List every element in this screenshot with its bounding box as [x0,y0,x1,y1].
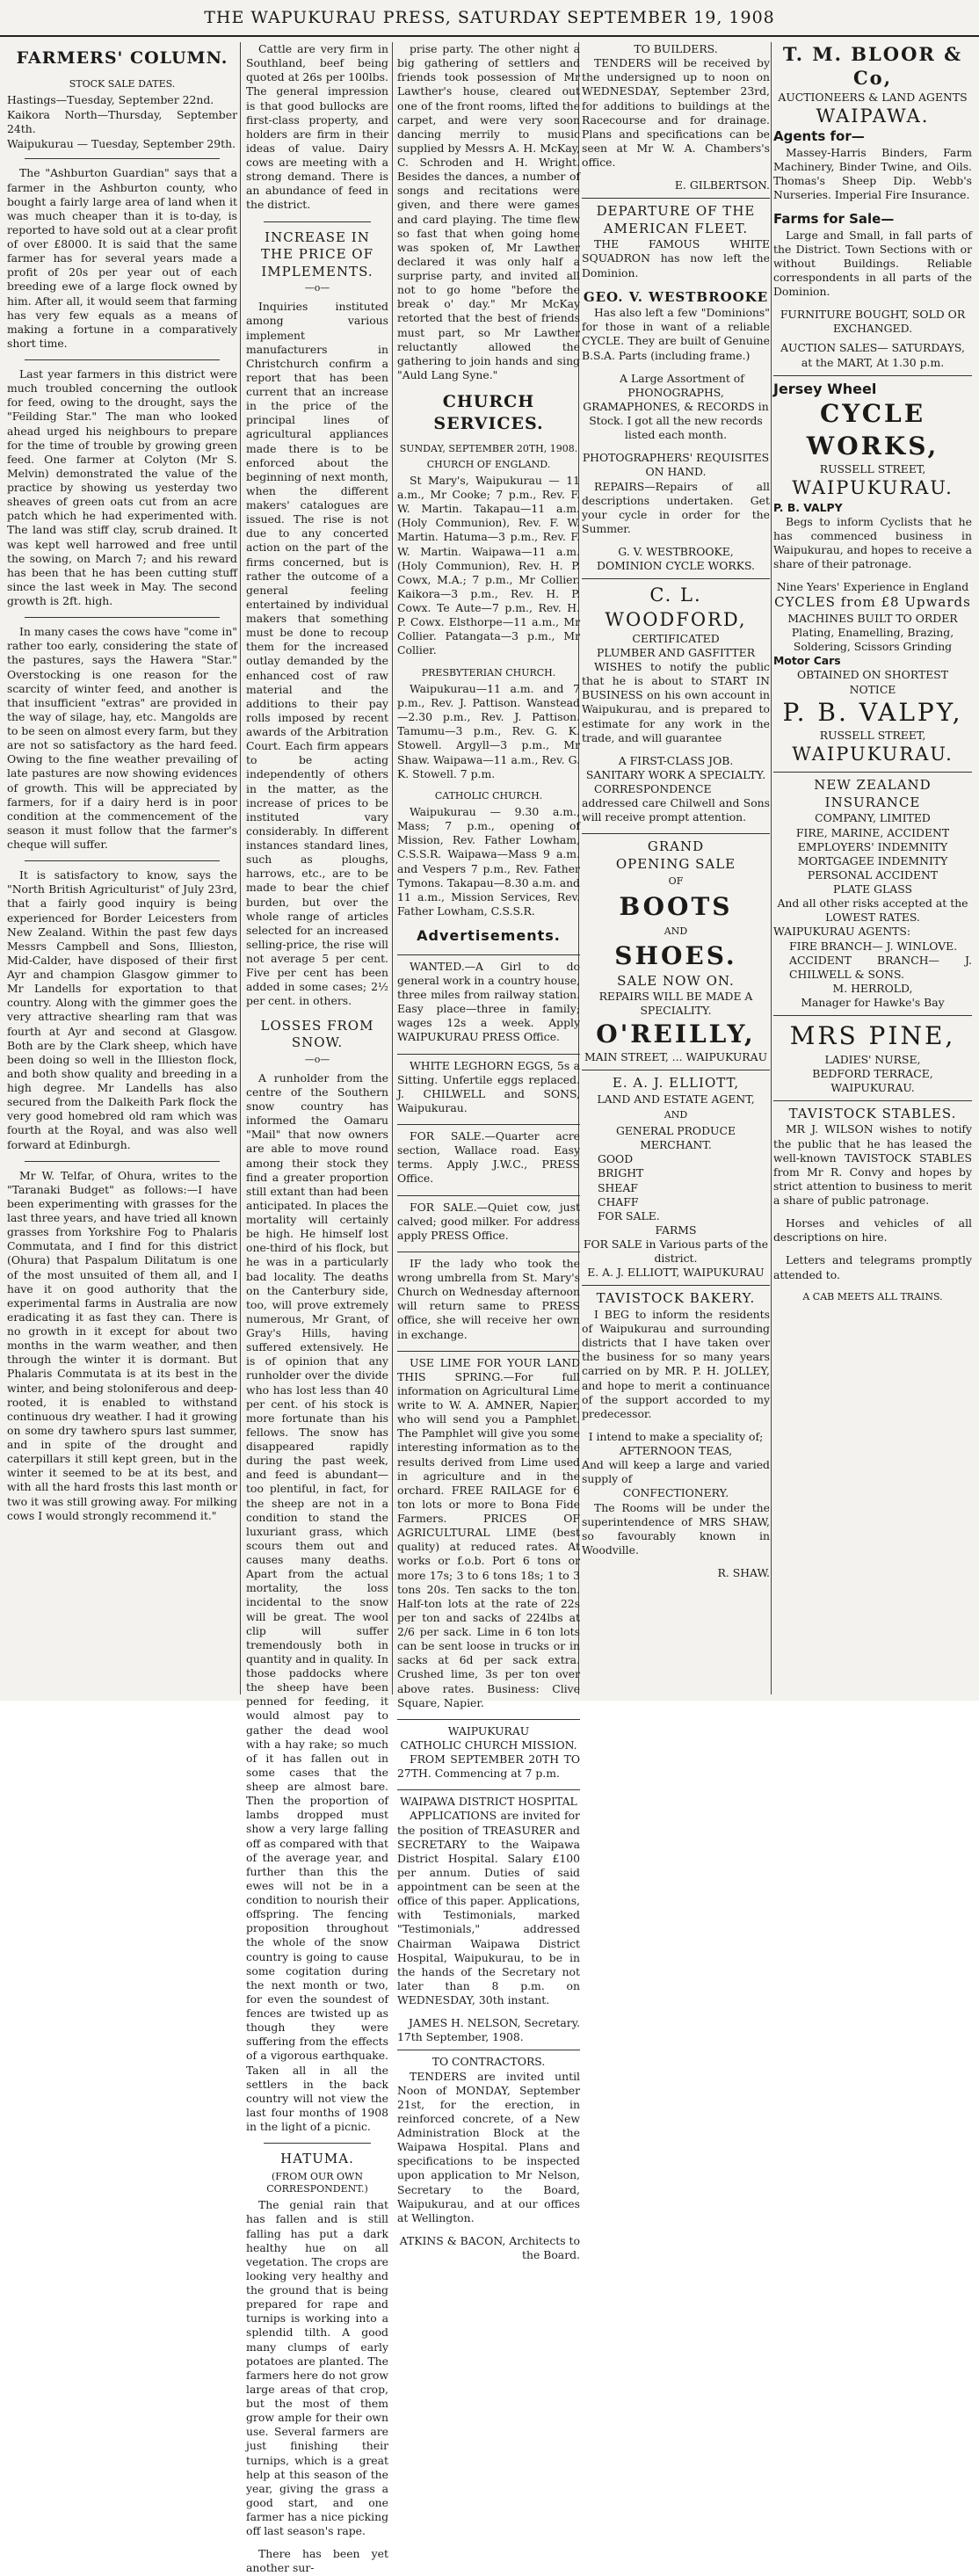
insurance-item: MORTGAGEE INDEMNITY [797,853,948,867]
article-paragraph: prise party. The other night a big gathering of settlers and friends took possession of Mr Lawther's house, cleared out one of the front rooms, lifted the carpet, and were very soon dancing merrily to music supplied by Messrs A. H. McKay, C. Schroden and H. Wright. Besides the dances, a number of songs and recitations were given, and there were games and card playing. The time flew so fast that when going home was spoken of, Mr Lawther declared it was only half a surprise party, and invited all not to go home "before the break o' day." Mr McKay retorted that the best of friends must part, so Mr Lawther reluctantly allowed the gathering to join hands and sing "Auld Lang Syne." [397,42,580,381]
valpy-big-heading: P. B. VALPY, [782,697,963,727]
rooms-text: The Rooms will be under the superintendence of MRS SHAW, so favourably known in Woodville. [582,1500,770,1556]
ornament-divider: —o— [304,282,330,294]
cab-text: A CAB MEETS ALL TRAINS. [802,1290,943,1303]
church-listing: St Mary's, Waipukurau — 11 a.m., Mr Cooke; 7 p.m., Rev. F. W. Martin. Takapau—11 a.m. (Holy Communion), Rev. F. W. Martin. Hatuma—3 p.m., Rev. F. W. Martin. Waipawa—11 a.m. (Holy Communion), Rev. H. P. Cowx, M.A.; 7 p.m., Mr Collier. Kaikora—3 p.m., Rev. H. P. Cowx. Te Aute—7 p.m., Rev. H. P. Cowx. Elsthorpe—11 a.m., Mr Collier. Patangata—3 p.m., Mr Collier. [397,473,580,657]
advertisements-heading: Advertisements. [417,927,561,945]
hospital-heading: WAIPAWA DISTRICT HOSPITAL [397,1789,580,1809]
jersey-wheel-heading: Jersey Wheel [773,375,972,399]
article-paragraph: Last year farmers in this district were much troubled concerning the outlook for feed, owing to the drought, says the "Feilding Star." The man who looked ahead urged his neighbours to prepare for the time of trouble by growing green feed. One farmer at Colyton (Mr S. Melvin) demonstrated the value of the practice by showing us yesterday two sheaves of green oats cut from an acre patch which he had experimented with. The land was stiff clay, scrub drained. It was kept well harrowed and free until the sowing, on March 7; and his reward has been that he has been cutting stuff since the last week in May. The second growth is 2ft. high. [7,367,237,608]
mission-subheading: CATHOLIC CHURCH MISSION. [400,1738,577,1752]
woodford-job: A FIRST-CLASS JOB. [618,753,734,767]
furniture-text: FURNITURE BOUGHT, SOLD OR EXCHANGED. [780,308,966,336]
masthead: THE WAPUKURAU PRESS, SATURDAY SEPTEMBER 19, 1908 [0,0,979,37]
russell-street: RUSSELL STREET, [819,462,926,476]
column-church [397,42,580,2262]
horses-text: Horses and vehicles of all descriptions on hire. [773,1216,972,1244]
auction-text: AUCTION SALES— SATURDAYS, at the MART, At 1.30 p.m. [780,341,965,369]
divider [25,1161,220,1162]
stock-sale-item: Waipukurau — Tuesday, September 29th. [7,137,236,151]
machines-text: MACHINES BUILT TO ORDER [787,611,958,625]
column-ads [582,42,770,1694]
elliott-and: AND [664,1108,688,1121]
divider [25,359,220,360]
produce-item: FOR SALE. [598,1208,660,1223]
article-paragraph: Inquiries instituted among various implement manufacturers in Christchurch confirm a report that has been current that an increase in the price of the principal lines of agricultural appliances made there is to be enforced about the beginning of next month, when the different makers' catalogues are issued. The rise is not due to any concerted action on the part of the firms concerned, but is rather the outcome of a general feeling entertained by individual makers that something must be done to recoup them for the increased outlay demanded by the enhanced cost of raw material and the additions to their pay rolls imposed by recent awards of the Arbitration Court. Each firm appears to be acting independently of others in the matter, as the increase of prices to be instituted vary considerably. In different instances standard lines, such as ploughs, harrows, etc., are to be made to bear the chief burden, but over the whole range of articles selected for an increased selling-price, the rise will not average 5 per cent. Five per cent has been added in some cases; 2½ per cent. in others. [246,300,388,1008]
farms-text: FOR SALE in Various parts of the district. [583,1237,769,1266]
classified-ad: USE LIME FOR YOUR LAND THIS SPRING.—For full information on Agricultural Lime write to W. A. AMNER, Napier, who will send you a Pamphlet. The Pamphlet will give you some interesting information as to the results derived from Lime used in agriculture and in the orchard. FREE RAILAGE for 6 ton lots or more to Bona Fide Farmers. PRICES OF AGRICULTURAL LIME (best quality) at reduced rates. At works or f.o.b. Port 6 tons or more 17s; 3 to 6 tons 18s; 1 to 3 tons 20s. Ten sacks to the ton. Half-ton lots at the rate of 22s per ton and sacks of 224lbs at 2/6 per sack. Lime in 6 ton lots can be sent loose in trucks or in sacks at 6d per sack extra. Crushed lime, 3s per ton over above rates. Business: Clive Square, Napier. [397,1351,580,1710]
opening-sale-text: OPENING SALE [615,855,736,872]
stock-sale-list [7,93,237,152]
classified-ad: WANTED.—A Girl to do general work in a country house, three miles from railway station. Easy place—three in family; wages 12s a week. Apply WAIPUKURAU PRESS Office. [397,954,580,1045]
waipukurau-text: WAIPUKURAU. [830,1080,915,1094]
article-paragraph: Cattle are very firm in Southland, beef being quoted at 26s per 100lbs. The general impression is that good bullocks are first-class property, and holders are firm in their ideas of value. Dairy cows are meeting with a strong demand. There is an abundance of feed in the district. [246,42,388,212]
photographers-text: PHOTOGRAPHERS' REQUISITES ON HAND. [582,451,770,479]
church-listing: Waipukurau—11 a.m. and 7 p.m., Rev. J. Pattison. Wanstead—2.30 p.m., Rev. J. Pattison. Tamumu—3 p.m., Rev. G. K. Stowell. Argyll—3 p.m., Mr Shaw. Waipawa—11 a.m., Rev. G. K. Stowell. 7 p.m. [397,681,580,780]
waipukurau-heading: WAIPUKURAU. [792,477,954,499]
sale-now-text: SALE NOW ON. [617,972,735,989]
farms-for-sale-text: Large and Small, in fall parts of the District. Town Sections with or without Buildings. Reliable correspondents in all parts of the Dominion. [773,228,972,299]
insurance-item: PLATE GLASS [833,882,912,896]
westbrooke-works: DOMINION CYCLE WORKS. [597,559,755,573]
divider [25,158,220,159]
divider [264,221,371,222]
classified-ad: WHITE LEGHORN EGGS, 5s a Sitting. Unfertile eggs replaced. J. CHILWELL and SONS, Waipukurau. [397,1054,580,1116]
article-paragraph: The genial rain that has fallen and is still falling has put a dark healthy hue on all vegetation. The crops are looking very healthy and the ground that is being prepared for rape and turnips is working into a splendid tilth. A good many clumps of early potatoes are planted. The farmers here do not grow large areas of that crop, but the most of them grow ample for their own use. Several farmers are just finishing their turnips, which is a great help at this season of the year, giving the grass a good start, and one farmer has a nice picking off last season's rape. [246,2198,388,2538]
insurance-item: EMPLOYERS' INDEMNITY [797,839,948,853]
article-paragraph: A runholder from the centre of the Southern snow country has informed the Oamaru "Mail" that now owners are able to move round among their stock they find a greater proportion still extant than had been anticipated. In places the mortality will certainly be high. He himself lost one-third of his flock, but he was in a particularly bad locality. The deaths on the Canterbury side, too, will prove extremely numerous, Mr Grant, of Gray's Hills, having suffered extensively. He is of opinion that any runholder over the divide who has lost less than 40 per cent. of his stock is more fortunate than his fellows. The snow has disappeared rapidly during the past week, and feed is abundant—too plentiful, in fact, for the sheep are not in a condition to stand the luxuriant grass, which scours them out and causes many deaths. Apart from the actual mortality, the loss incidental to the snow will be great. The wool clip will suffer tremendously both in quantity and in quality. In those paddocks where the sheep have been penned for feeding, it would almost pay to gather the dead wool with a hay rake; so much of it has fallen out in some cases that the sheep are almost bare. Then the proportion of lambs dropped must show a very large falling off as compared with that of the average year, and further than this the ewes will not be in a condition to nourish their offspring. The fencing proposition throughout the whole of the snow country is going to cause some cogitation during the next month or two, for even the soundest of fences are twisted up as though they were suffering from the effects of a vigorous earthquake. Taken all in all the settlers in the back country will not view the last four months of 1908 in the light of a picnic. [246,1070,388,2134]
plating-text: Plating, Enamelling, Brazing, Soldering, Scissors Grinding [791,626,954,654]
bedford-text: BEDFORD TERRACE, [812,1066,933,1080]
nurse-text: LADIES' NURSE, [824,1052,921,1066]
column-news [246,42,388,2575]
russell-street: RUSSELL STREET, [819,729,926,743]
produce-item: BRIGHT [598,1166,644,1180]
correspondence-text: CORRESPONDENCE addressed care Chilwell and Sons will receive prompt attention. [582,782,770,824]
oreilly-address: MAIN STREET, ... WAIPUKURAU [584,1049,768,1063]
repairs-speciality: REPAIRS WILL BE MADE A SPECIALITY. [598,990,753,1018]
fleet-heading: DEPARTURE OF THE AMERICAN FLEET. [582,198,770,237]
pine-heading: MRS PINE, [773,1015,972,1052]
produce-item: SHEAF [598,1180,638,1194]
builders-text: TENDERS will be received by the undersigned up to noon on WEDNESDAY, September 23rd, for additions to buildings at the Racecourse and for drainage. Plans and specifications can be seen at Mr W. A. Chambers's office. [582,56,770,169]
hospital-signature: JAMES H. NELSON, Secretary. [408,2016,580,2030]
boots-text: BOOTS [619,891,733,921]
westbrooke-signature: G. V. WESTBROOKE, [618,545,734,558]
teas-text2: And will keep a large and varied supply of [582,1458,770,1486]
experience-text: Nine Years' Experience in England [776,580,969,594]
article-paragraph: Mr W. Telfar, of Ohura, writes to the "Taranaki Budget" as follows:—I have been experimenting with grasses for the last three years, and have tried all known grasses from Yorkshire Fog to Phalaris Commutata, and I find for this district (Ohura) that Paspalum Dilitatum is one of the most unsuited of them all, and I have it on good authority that the experimental farms in Australia are now eradicating it as fast they can. There is no growth in it except for about two months in the warm weather, and then through the winter it is dormant. But Phalaris Commutata is at its best in the winter, and being stoloniferous and deep-rooted, it is enabled to withstand continuous dry weather. I had it growing on some dry tawhero spurs last summer, and in spite of the drought and caterpillars it still kept green, but in the winter it seemed to be at its best, and with all the hard frosts this last month or two it was still growing away. For milking cows I would strongly recommend it." [7,1168,237,1522]
snow-heading: LOSSES FROM SNOW. [260,1017,374,1051]
column-divider [240,42,241,1694]
westbrooke-text: Has also left a few "Dominions" for those in want of a reliable CYCLE. They are built of Genuine B.S.A. Parts (including frame.) [582,306,770,362]
obtained-text: OBTAINED ON SHORTEST NOTICE [796,668,949,696]
and-text: AND [664,925,688,938]
church-listing: Waipukurau — 9.30 a.m., Mass; 7 p.m., opening of Mission, Rev. Father Lowham, C.S.S.R. Waipawa—Mass 9 a.m. and Vespers 7 p.m., Rev. Father Tymons. Takapau—8.30 a.m. and 11 a.m., Mission Services, Rev. Father Lowham, C.S.S.R. [397,805,580,918]
mission-text: FROM SEPTEMBER 20TH TO 27TH. Commencing at 7 p.m. [397,1752,580,1781]
company-limited: COMPANY, LIMITED [815,811,931,825]
classified-ad: IF the lady who took the wrong umbrella from St. Mary's Church on Wednesday afternoon will return same to PRESS office, she will receive her own in exchange. [397,1252,580,1342]
mission-heading: WAIPUKURAU [397,1719,580,1738]
contractors-signature: ATKINS & BACON, Architects to the Board. [399,2233,580,2262]
herrold-role: Manager for Hawke's Bay [801,996,945,1010]
stock-sale-heading: STOCK SALE DATES. [69,77,176,90]
letters-text: Letters and telegrams promptly attended to. [773,1253,972,1281]
sanitary-text: SANITARY WORK A SPECIALTY. [585,767,766,781]
church-subheading: PRESBYTERIAN CHURCH. [421,666,556,678]
produce-item: GOOD [598,1152,634,1166]
farms-for-sale-heading: Farms for Sale— [773,211,895,228]
divider [25,617,220,618]
church-date: SUNDAY, SEPTEMBER 20TH, 1908. [399,443,578,455]
waipawa-heading: WAIPAWA. [816,105,930,127]
other-risks-text: And all other risks accepted at the LOWEST RATES. [777,896,968,925]
stables-heading: TAVISTOCK STABLES. [773,1100,972,1123]
divider [25,860,220,861]
accident-branch: ACCIDENT BRANCH— J. CHILWELL & SONS. [789,953,972,981]
divider [264,2143,371,2144]
shoes-text: SHOES. [614,941,737,971]
elliott-signature: E. A. J. ELLIOTT, WAIPUKURAU [587,1266,765,1280]
produce-item: CHAFF [598,1194,639,1208]
contractors-heading: TO CONTRACTORS. [397,2050,580,2069]
grand-text: GRAND [582,833,770,856]
fire-branch: FIRE BRANCH— J. WINLOVE. [789,939,958,953]
teas-text: I intend to make a speciality of; AFTERNOON TEAS, [588,1429,764,1458]
article-paragraph: The "Ashburton Guardian" says that a farmer in the Ashburton county, who bought a fairly large area of land when it was much cheaper than it is to-day, is reported to have sold out at a clear profit of over £8000. It is said that the same farmer has for several years made a profit of 20s per year out of each breeding ewe of a large flock owned by him. After all, it would seem that farming has very few equals as a means of making a fortune in a comparatively short time. [7,166,237,350]
stock-sale-item: Hastings—Tuesday, September 22nd. [7,92,214,106]
implements-heading: INCREASE IN THE PRICE OF IMPLEMENTS. [260,229,373,279]
bakery-signature: R. SHAW. [717,1566,770,1580]
cycle-works-heading: CYCLE WORKS, [806,399,939,461]
elliott-subheading2: GENERAL PRODUCE MERCHANT. [615,1124,736,1152]
classified-ad: FOR SALE.—Quarter acre section, Wallace road. Easy terms. Apply J.W.C., PRESS Office. [397,1124,580,1186]
article-paragraph: In many cases the cows have "come in" rather too early, considering the state of the pastures, says the Hawera "Star." Overstocking is one reason for the scarcity of winter feed, and another is that insufficient "extras" are provided in the way of silage, hay, etc. Mangolds are to be seen on almost every farm, but they are not so satisfactory as the hard feed. Owing to the fine weather prevailing of late pastures are now showing evidences of growth. This will be appreciated by farmers, for if a dairy herd is in poor condition at the commencement of the season it must follow that the farmer's cheque will suffer. [7,625,237,852]
woodford-trade: PLUMBER AND GASFITTER [596,645,756,659]
agents-list-heading: WAIPUKURAU AGENTS: [773,925,911,939]
farmers-column-heading: FARMERS' COLUMN. [16,48,228,68]
phonograph-text: A Large Assortment of PHONOGRAPHS, GRAMAPHONES, & RECORDS in Stock. I got all the new records listed each month. [583,371,769,442]
repairs-text: REPAIRS—Repairs of all descriptions undertaken. Get your cycle in order for the Summer. [582,479,770,535]
hospital-text: APPLICATIONS are invited for the position of TREASURER and SECRETARY to the Waipawa District Hospital. Salary £100 per annum. Duties of said appointment can be seen at the office of this paper. Applications, with Testimonials, marked "Testimonials," addressed Chairman Waipawa District Hospital, Waipukurau, to be in the hands of the Secretary not later than 8 p.m. on WEDNESDAY, 30th instant. [397,1809,580,2007]
of-text: OF [668,875,684,888]
farms-heading: FARMS [655,1223,697,1237]
cycles-price: CYCLES from £8 Upwards [774,594,971,611]
westbrooke-heading: GEO. V. WESTBROOKE [583,288,769,305]
agents-text: Massey-Harris Binders, Farm Machinery, Binder Twine, and Oils. Thomas's Sheep Dip. Webb's Nurseries. Imperial Fire Insurance. [773,145,972,201]
column-divider [771,42,772,1694]
nz-insurance-heading: NEW ZEALAND INSURANCE [773,772,972,811]
elliott-heading: E. A. J. ELLIOTT, [582,1070,770,1092]
bakery-text: I BEG to inform the residents of Waipukurau and surrounding districts that I have taken over the business for so many years carried on by MR. P. H. JOLLEY, and hope to merit a continuance of the support accorded to my predecessor. [582,1307,770,1420]
elliott-subheading: LAND AND ESTATE AGENT, [597,1092,755,1106]
insurance-item: FIRE, MARINE, ACCIDENT [795,825,950,839]
article-paragraph: It is satisfactory to know, says the "North British Agriculturist" of July 23rd, that a fairly good inquiry is being experienced for Border Leicesters from New Zealand. Within the past few days Messrs Campbell and Sons, Illieston, Mid-Calder, have disposed of their first Ayr and champion Glasgow gimmer to Mr Landells for exportation to that country. Along with the gimmer goes the very attractive shearling ram that was fourth at Ayr and second at Glasgow. Both are by the Clark sheep, which have been doing so well in the Illieston flock, and both show quality and breeding in a high degree. Mr Landells has also secured from the Dalkeith Park flock the very good homebred old ram which was fourth at the Royal, and was also well forward at Edinburgh. [7,868,237,1151]
valpy-small-heading: P. B. VALPY [773,500,843,514]
column-farmers [7,42,237,1694]
stables-text: MR J. WILSON wishes to notify the public that he has leased the well-known TAVISTOCK STABLES from Mr R. Convy and hopes by strict attention to business to merit a share of public patronage. [773,1122,972,1208]
bloor-subheading: AUCTIONEERS & LAND AGENTS [778,90,968,104]
correspondent-note: (FROM OUR OWN CORRESPONDENT.) [266,2170,368,2195]
contractors-text: TENDERS are invited until Noon of MONDAY, September 21st, for the erection, in reinforced concrete, of a New Administration Block at the Waipawa Hospital. Plans and specifications to be inspected upon application to Mr Nelson, Secretary to the Board, Waipukurau, and at our offices at Wellington. [397,2069,580,2224]
classified-ad: FOR SALE.—Quiet cow, just calved; good milker. For address apply PRESS Office. [397,1195,580,1243]
article-paragraph: There has been yet another sur- [246,2547,388,2575]
bakery-heading: TAVISTOCK BAKERY. [582,1285,770,1308]
fleet-text: THE FAMOUS WHITE SQUADRON has now left the Dominion. [582,237,770,279]
woodford-heading: C. L. WOODFORD, [582,578,770,632]
builders-signature: E. GILBERTSON. [674,178,770,192]
church-subheading: CHURCH OF ENGLAND. [426,458,551,470]
church-subheading: CATHOLIC CHURCH. [434,789,543,802]
insurance-list [773,826,972,897]
column-divider [392,42,393,1694]
bloor-heading: T. M. BLOOR & Co, [782,43,963,90]
hatuma-heading: HATUMA. [280,2151,354,2167]
herrold-name: M. HERROLD, [832,981,913,995]
church-services-heading: CHURCH SERVICES. [433,392,544,433]
waipukurau-heading: WAIPUKURAU. [792,744,954,766]
stock-sale-item: Kaikora North—Thursday, September 24th. [7,108,237,136]
agents-heading: Agents for— [773,128,865,145]
confectionery-text: CONFECTIONERY. [622,1486,729,1500]
insurance-item: PERSONAL ACCIDENT [807,867,939,882]
produce-list [582,1152,770,1223]
woodford-cert: CERTIFICATED [632,631,720,645]
builders-heading: TO BUILDERS. [634,42,718,55]
woodford-text: WISHES to notify the public that he is about to START IN BUSINESS on his own account in Waipukurau, and is prepared to estimate for any work in the trade, and will guarantee [582,660,770,744]
motor-cars-heading: Motor Cars [773,654,841,668]
column-ads-right [773,42,972,1694]
ornament-divider: —o— [304,1053,330,1065]
oreilly-heading: O'REILLY, [596,1019,756,1049]
hospital-date: 17th September, 1908. [397,2030,524,2044]
valpy-text: Begs to inform Cyclists that he has commenced business in Waipukurau, and hopes to receive a share of their patronage. [773,514,972,571]
